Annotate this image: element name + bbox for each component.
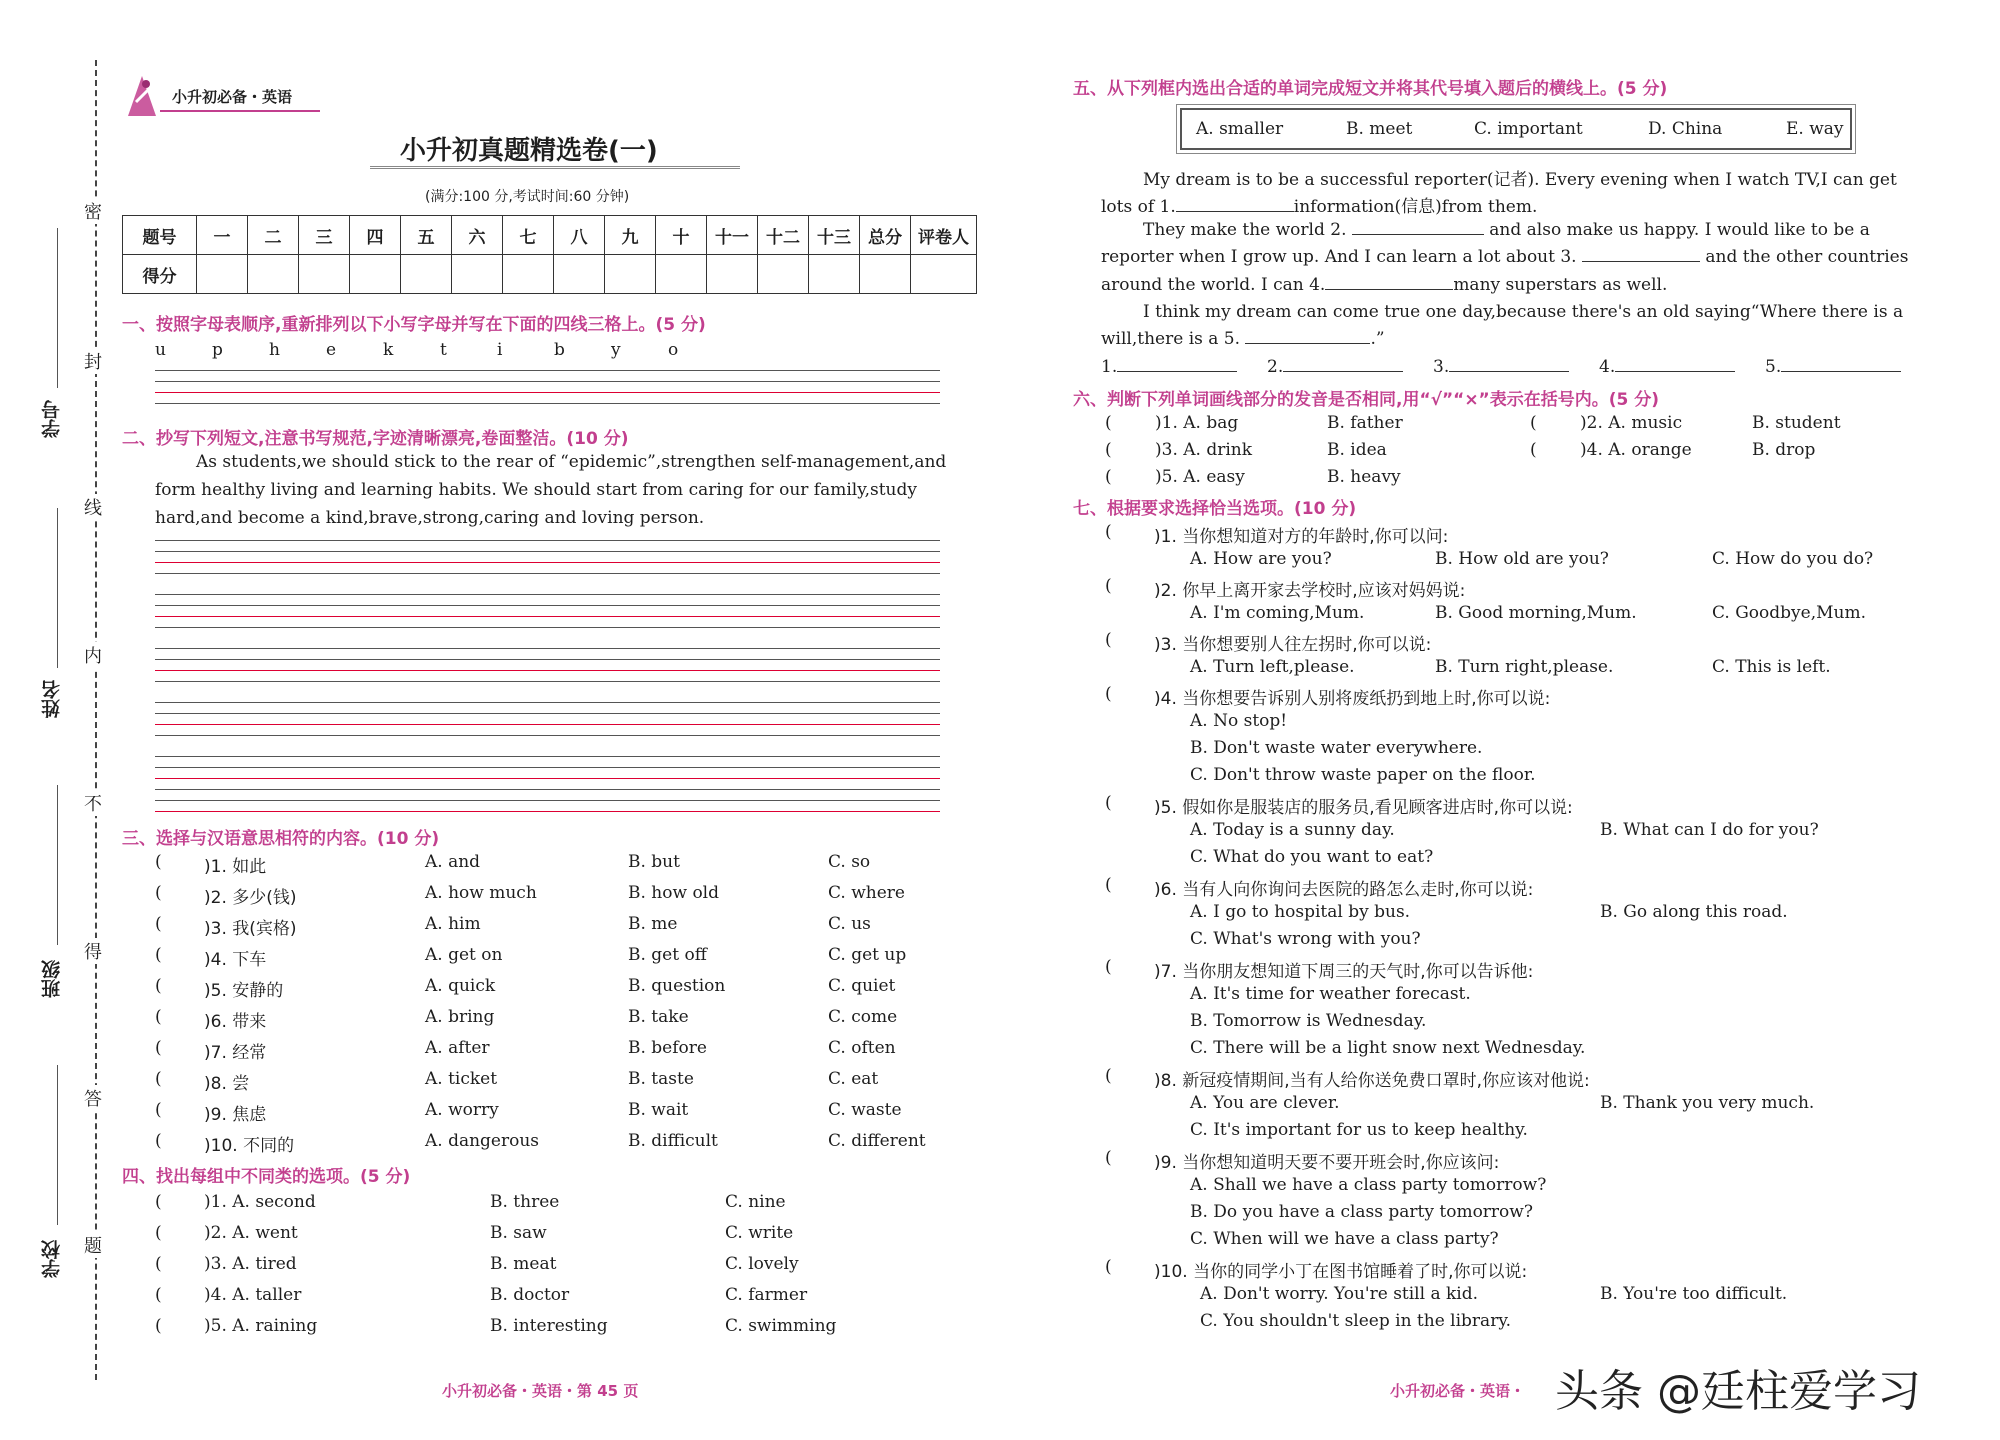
option-b: B. me [628, 914, 678, 934]
option-a: A. quick [425, 976, 496, 996]
answer-paren[interactable]: ( [155, 852, 162, 872]
score-cell: 二 [248, 216, 299, 255]
question-text: )1. A. bag [1155, 413, 1239, 433]
word-option: B. meet [1346, 119, 1413, 139]
option-c: C. quiet [828, 976, 896, 996]
option-a: A. ticket [425, 1069, 498, 1089]
binding-char: 不 [84, 790, 102, 816]
score-cell: 一 [197, 216, 248, 255]
answer-slot[interactable] [1449, 371, 1569, 372]
letter: u [155, 340, 166, 360]
answer-paren[interactable]: ( [1105, 413, 1112, 433]
score-input-cell[interactable] [860, 255, 911, 294]
option: B. How old are you? [1435, 549, 1609, 569]
option-a: A. worry [425, 1100, 499, 1120]
option-b: B. student [1752, 413, 1841, 433]
option: C. When will we have a class party? [1190, 1229, 1499, 1249]
answer-blank[interactable] [1352, 234, 1484, 235]
series-label: 小升初必备・英语 [172, 88, 293, 106]
answer-paren[interactable]: ( [1105, 875, 1112, 895]
option: A. Turn left,please. [1190, 657, 1355, 677]
question-text: )1. 如此 [204, 857, 267, 877]
score-row-label: 得分 [123, 255, 197, 294]
answer-paren[interactable]: ( [155, 1192, 162, 1212]
answer-paren[interactable]: ( [155, 914, 162, 934]
section7-title: 七、根据要求选择恰当选项。(10 分) [1073, 499, 1357, 519]
question-text: )3. 我(宾格) [204, 919, 297, 939]
question-text: )4. A. taller [204, 1285, 302, 1305]
answer-paren[interactable]: ( [1105, 1257, 1112, 1277]
answer-paren[interactable]: ( [155, 1223, 162, 1243]
section6-title: 六、判断下列单词画线部分的发音是否相同,用“√”“×”表示在括号内。(5 分) [1073, 390, 1660, 410]
option: A. No stop! [1190, 711, 1288, 731]
section4-title: 四、找出每组中不同类的选项。(5 分) [122, 1167, 411, 1187]
answer-paren[interactable]: ( [1105, 1148, 1112, 1168]
score-cell: 八 [554, 216, 605, 255]
option: C. There will be a light snow next Wednesday. [1190, 1038, 1586, 1058]
score-cell: 三 [299, 216, 350, 255]
binding-char: 内 [84, 642, 102, 668]
question-text: )5. 安静的 [204, 981, 284, 1001]
score-cell: 评卷人 [911, 216, 977, 255]
question-text: )4. A. orange [1580, 440, 1692, 460]
section1-letters [155, 340, 725, 360]
option-c: C. often [828, 1038, 896, 1058]
option-b: B. get off [628, 945, 707, 965]
option: C. What do you want to eat? [1190, 847, 1434, 867]
option-b: B. taste [628, 1069, 694, 1089]
score-input-cell[interactable] [299, 255, 350, 294]
option: B. What can I do for you? [1600, 820, 1819, 840]
passage-line: reporter when I grow up. And I can learn a lot about 3. and the other countries [1101, 247, 1909, 267]
option: C. How do you do? [1712, 549, 1874, 569]
score-input-cell[interactable] [401, 255, 452, 294]
score-cell: 十一 [707, 216, 758, 255]
answer-paren[interactable]: ( [155, 1254, 162, 1274]
option: C. What's wrong with you? [1190, 929, 1421, 949]
score-cell: 十二 [758, 216, 809, 255]
answer-row: 1. 2. 3. 4. 5. [1101, 357, 1901, 377]
score-cell: 四 [350, 216, 401, 255]
answer-paren[interactable]: ( [155, 1007, 162, 1027]
question-text: )8. 新冠疫情期间,当有人给你送免费口罩时,你应该对他说: [1154, 1071, 1590, 1091]
answer-slot[interactable] [1117, 371, 1237, 372]
score-cell: 题号 [123, 216, 197, 255]
answer-paren[interactable]: ( [1105, 793, 1112, 813]
option-b: B. idea [1327, 440, 1387, 460]
letter: h [269, 340, 280, 360]
score-cell: 九 [605, 216, 656, 255]
question-text: )3. A. drink [1155, 440, 1253, 460]
binding-char: 得 [84, 938, 102, 964]
section3-title: 三、选择与汉语意思相符的内容。(10 分) [122, 829, 440, 849]
option-a: A. how much [425, 883, 537, 903]
score-input-cell[interactable] [248, 255, 299, 294]
score-cell: 十 [656, 216, 707, 255]
option-c: C. come [828, 1007, 898, 1027]
option-c: C. so [828, 852, 871, 872]
score-input-cell[interactable] [452, 255, 503, 294]
answer-paren[interactable]: ( [155, 1316, 162, 1336]
answer-paren[interactable]: ( [155, 976, 162, 996]
question-text: )4. 下车 [204, 950, 267, 970]
word-option: D. China [1648, 119, 1723, 139]
answer-paren[interactable]: ( [1105, 467, 1112, 487]
answer-paren[interactable]: ( [155, 1100, 162, 1120]
letter: y [611, 340, 621, 360]
option-c: C. eat [828, 1069, 879, 1089]
answer-slot[interactable] [1283, 371, 1403, 372]
option-a: A. after [425, 1038, 490, 1058]
question-text: )10. 当你的同学小丁在图书馆睡着了时,你可以说: [1154, 1262, 1528, 1282]
option: A. Shall we have a class party tomorrow? [1190, 1175, 1547, 1195]
page-title: 小升初真题精选卷(一) [400, 136, 658, 166]
score-input-cell[interactable] [605, 255, 656, 294]
option-a: A. get on [425, 945, 503, 965]
score-cell: 五 [401, 216, 452, 255]
binding-label-student-id: 学号 [41, 400, 63, 438]
copy-text-line: form healthy living and learning habits. We should start from caring for our family,study [155, 480, 917, 500]
copy-text-line: As students,we should stick to the rear of “epidemic”,strengthen self-management,and [196, 452, 947, 472]
binding-label-class: 班级 [41, 960, 63, 998]
option-c: C. swimming [725, 1316, 837, 1336]
answer-paren[interactable]: ( [1105, 630, 1112, 650]
score-input-cell[interactable] [758, 255, 809, 294]
answer-paren[interactable]: ( [155, 1285, 162, 1305]
option: A. You are clever. [1190, 1093, 1340, 1113]
score-input-cell[interactable] [350, 255, 401, 294]
option-b: B. saw [490, 1223, 547, 1243]
option-b: B. wait [628, 1100, 689, 1120]
option-c: C. get up [828, 945, 907, 965]
score-cell: 七 [503, 216, 554, 255]
answer-paren[interactable]: ( [1105, 684, 1112, 704]
passage-line: I think my dream can come true one day,because there's an old saying“Where there is a [1143, 302, 1904, 322]
binding-char: 线 [84, 494, 102, 520]
option-c: C. farmer [725, 1285, 808, 1305]
letter: o [668, 340, 679, 360]
answer-paren[interactable]: ( [1105, 440, 1112, 460]
question-text: )6. 当有人向你询问去医院的路怎么走时,你可以说: [1154, 880, 1534, 900]
option: C. It's important for us to keep healthy. [1190, 1120, 1528, 1140]
option-b: B. meat [490, 1254, 557, 1274]
option: A. It's time for weather forecast. [1190, 984, 1471, 1004]
letter: p [212, 340, 223, 360]
score-input-cell[interactable] [503, 255, 554, 294]
score-cell: 十三 [809, 216, 860, 255]
score-cell: 六 [452, 216, 503, 255]
option: C. You shouldn't sleep in the library. [1200, 1311, 1512, 1331]
answer-blank[interactable] [1176, 211, 1294, 212]
option: C. Don't throw waste paper on the floor. [1190, 765, 1536, 785]
question-text: )7. 经常 [204, 1043, 267, 1063]
binding-label-school: 学校 [41, 1240, 63, 1278]
word-bank-box [1180, 108, 1852, 150]
question-text: )4. 当你想要告诉别人别将废纸扔到地上时,你可以说: [1154, 689, 1551, 709]
question-text: )6. 带来 [204, 1012, 267, 1032]
question-text: )1. A. second [204, 1192, 316, 1212]
option-a: A. and [425, 852, 481, 872]
title-underline [370, 166, 740, 169]
question-text: )2. 多少(钱) [204, 888, 297, 908]
question-text: )5. 假如你是服装店的服务员,看见顾客进店时,你可以说: [1154, 798, 1573, 818]
question-text: )10. 不同的 [204, 1136, 295, 1156]
series-underline [160, 110, 320, 112]
watermark: 头条 @廷柱爱学习 [1555, 1366, 1921, 1417]
option-b: B. three [490, 1192, 560, 1212]
option-a: A. dangerous [425, 1131, 540, 1151]
section2-title: 二、抄写下列短文,注意书写规范,字迹清晰漂亮,卷面整洁。(10 分) [122, 429, 629, 449]
option-b: B. interesting [490, 1316, 608, 1336]
option: B. Turn right,please. [1435, 657, 1614, 677]
option: B. Tomorrow is Wednesday. [1190, 1011, 1427, 1031]
option-c: C. where [828, 883, 905, 903]
answer-blank[interactable] [1245, 343, 1370, 344]
option-b: B. drop [1752, 440, 1816, 460]
option-a: A. him [425, 914, 481, 934]
passage-line: will,there is a 5. .” [1101, 329, 1385, 349]
copy-text-line: hard,and become a kind,brave,strong,caring and loving person. [155, 508, 705, 528]
passage-line: lots of 1. information(信息)from them. [1101, 197, 1538, 217]
option: B. Do you have a class party tomorrow? [1190, 1202, 1533, 1222]
answer-paren[interactable]: ( [1530, 413, 1537, 433]
option-c: C. different [828, 1131, 926, 1151]
question-text: )5. A. raining [204, 1316, 318, 1336]
answer-paren[interactable]: ( [1105, 1066, 1112, 1086]
option: C. Goodbye,Mum. [1712, 603, 1866, 623]
question-text: )2. A. went [204, 1223, 298, 1243]
question-text: )7. 当你朋友想知道下周三的天气时,你可以告诉他: [1154, 962, 1534, 982]
binding-fill-line [57, 1065, 58, 1225]
score-input-cell[interactable] [554, 255, 605, 294]
score-input-cell[interactable] [707, 255, 758, 294]
binding-fill-line [57, 508, 58, 668]
passage-line: around the world. I can 4. many superstars as well. [1101, 275, 1668, 295]
letter: t [440, 340, 447, 360]
question-text: )1. 当你想知道对方的年龄时,你可以问: [1154, 527, 1449, 547]
option: B. You're too difficult. [1600, 1284, 1788, 1304]
answer-paren[interactable]: ( [1530, 440, 1537, 460]
letter: k [383, 340, 394, 360]
question-text: )9. 焦虑 [204, 1105, 267, 1125]
option: B. Good morning,Mum. [1435, 603, 1637, 623]
option: B. Don't waste water everywhere. [1190, 738, 1483, 758]
letter: e [326, 340, 337, 360]
answer-paren[interactable]: ( [1105, 957, 1112, 977]
option-b: B. take [628, 1007, 689, 1027]
option: C. This is left. [1712, 657, 1831, 677]
binding-fill-line [57, 228, 58, 388]
passage-line: My dream is to be a successful reporter(记者). Every evening when I watch TV,I can get [1143, 170, 1897, 190]
option: A. Don't worry. You're still a kid. [1200, 1284, 1479, 1304]
score-input-cell[interactable] [656, 255, 707, 294]
option-b: B. difficult [628, 1131, 718, 1151]
binding-fill-line [57, 785, 58, 945]
answer-blank[interactable] [1325, 289, 1453, 290]
option-b: B. how old [628, 883, 719, 903]
word-option: C. important [1474, 119, 1583, 139]
binding-char: 密 [84, 198, 102, 224]
section1-title: 一、按照字母表顺序,重新排列以下小写字母并写在下面的四线三格上。(5 分) [122, 315, 706, 335]
binding-char: 题 [84, 1232, 102, 1258]
exam-info: (满分:100 分,考试时间:60 分钟) [425, 189, 630, 205]
option-c: C. us [828, 914, 871, 934]
option: A. Today is a sunny day. [1190, 820, 1395, 840]
passage-line: They make the world 2. and also make us happy. I would like to be a [1143, 220, 1870, 240]
option: A. How are you? [1190, 549, 1332, 569]
question-text: )3. A. tired [204, 1254, 297, 1274]
answer-blank[interactable] [1582, 261, 1700, 262]
answer-paren[interactable]: ( [155, 1038, 162, 1058]
score-input-cell[interactable] [809, 255, 860, 294]
option: A. I'm coming,Mum. [1190, 603, 1365, 623]
option: A. I go to hospital by bus. [1190, 902, 1411, 922]
option-c: C. lovely [725, 1254, 799, 1274]
letter: i [497, 340, 503, 360]
option-b: B. heavy [1327, 467, 1401, 487]
series-logo-icon [122, 72, 164, 124]
answer-paren[interactable]: ( [155, 1069, 162, 1089]
option: B. Go along this road. [1600, 902, 1788, 922]
answer-paren[interactable]: ( [1105, 576, 1112, 596]
answer-slot[interactable] [1615, 371, 1735, 372]
answer-slot[interactable] [1781, 371, 1901, 372]
question-text: )9. 当你想知道明天要不要开班会时,你应该问: [1154, 1153, 1500, 1173]
option-b: B. before [628, 1038, 707, 1058]
option-c: C. nine [725, 1192, 786, 1212]
question-text: )5. A. easy [1155, 467, 1245, 487]
page-footer-left: 小升初必备・英语・第 45 页 [442, 1382, 639, 1400]
binding-label-name: 姓名 [41, 680, 63, 718]
binding-dashed-line [95, 60, 97, 1380]
option-b: B. father [1327, 413, 1403, 433]
option-a: A. bring [425, 1007, 495, 1027]
answer-paren[interactable]: ( [155, 945, 162, 965]
question-text: )2. 你早上离开家去学校时,应该对妈妈说: [1154, 581, 1466, 601]
option-b: B. doctor [490, 1285, 570, 1305]
option-c: C. write [725, 1223, 794, 1243]
word-option: E. way [1786, 119, 1844, 139]
answer-paren[interactable]: ( [1105, 522, 1112, 542]
score-input-cell[interactable] [197, 255, 248, 294]
option-b: B. question [628, 976, 726, 996]
option-c: C. waste [828, 1100, 902, 1120]
option-b: B. but [628, 852, 680, 872]
score-input-cell[interactable] [911, 255, 977, 294]
answer-paren[interactable]: ( [155, 1131, 162, 1151]
binding-char: 答 [84, 1085, 102, 1111]
question-text: )8. 尝 [204, 1074, 250, 1094]
option: B. Thank you very much. [1600, 1093, 1815, 1113]
word-option: A. smaller [1196, 119, 1284, 139]
binding-char: 封 [84, 348, 102, 374]
answer-paren[interactable]: ( [155, 883, 162, 903]
question-text: )2. A. music [1580, 413, 1683, 433]
page-footer-right: 小升初必备・英语・ [1390, 1382, 1526, 1400]
section5-title: 五、从下列框内选出合适的单词完成短文并将其代号填入题后的横线上。(5 分) [1073, 79, 1668, 99]
question-text: )3. 当你想要别人往左拐时,你可以说: [1154, 635, 1432, 655]
letter: b [554, 340, 565, 360]
score-table [122, 215, 977, 294]
score-cell: 总分 [860, 216, 911, 255]
